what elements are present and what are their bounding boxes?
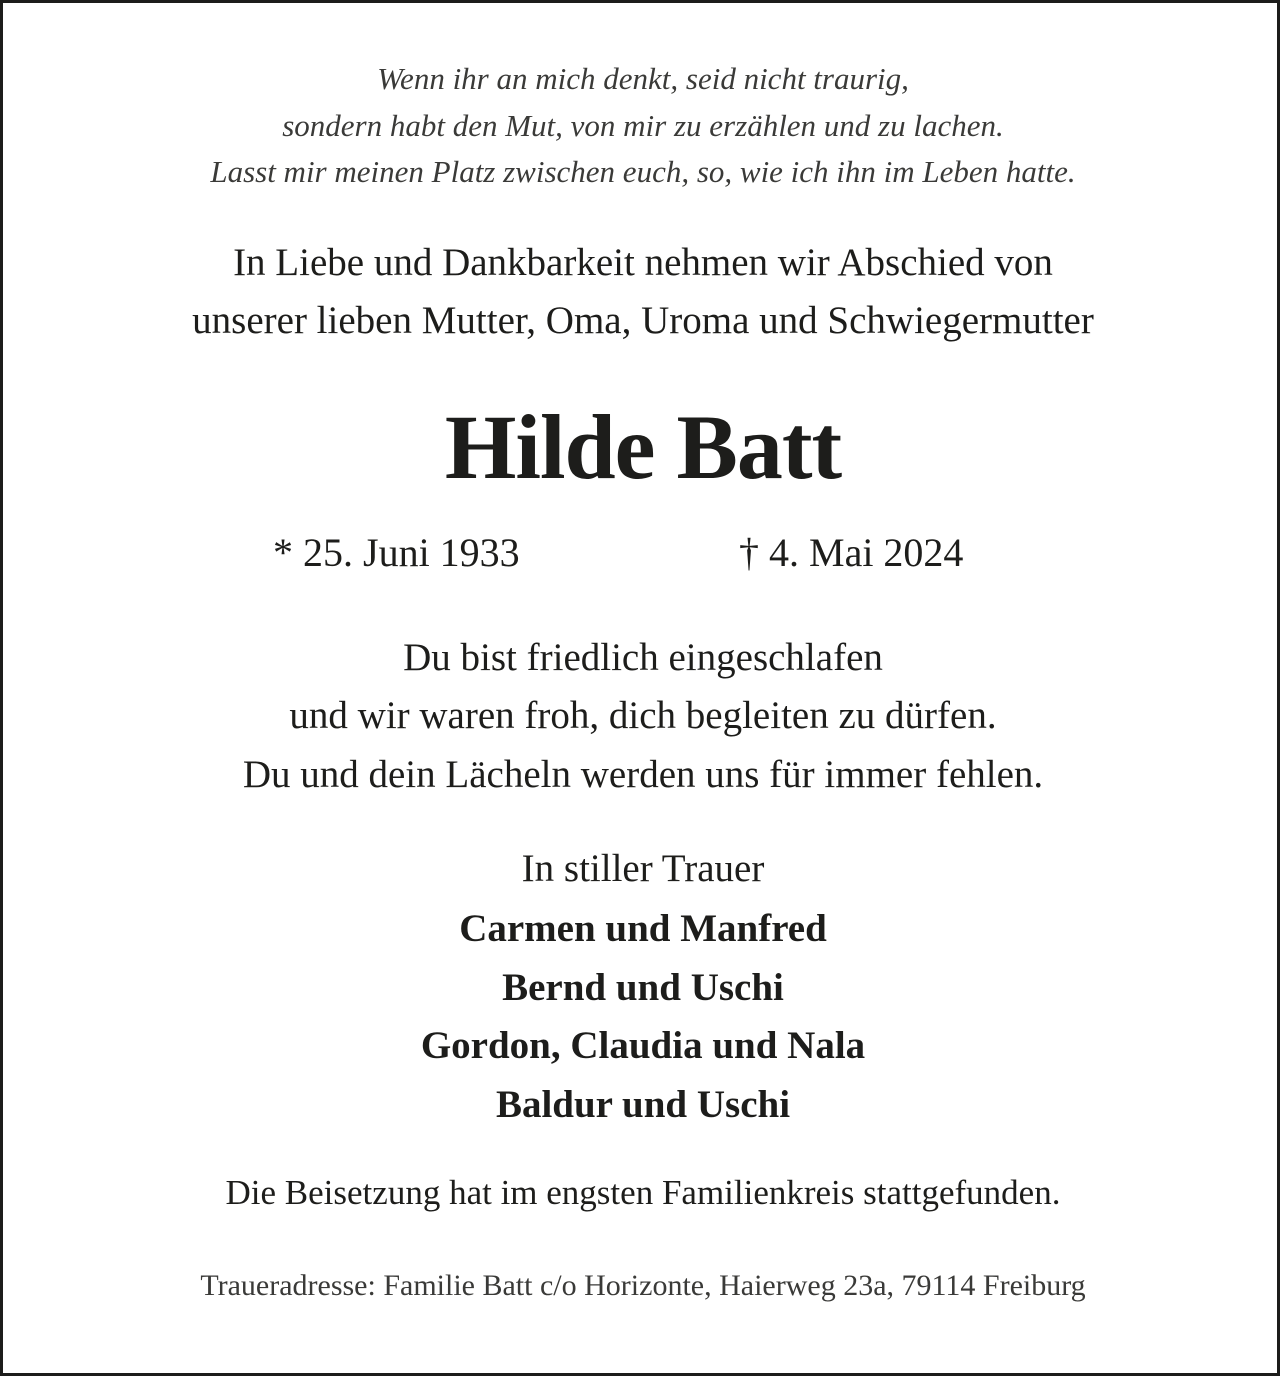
intro-line-1: In Liebe und Dankbarkeit nehmen wir Abschied von — [233, 241, 1053, 284]
poem-line-3: Lasst mir meinen Platz zwischen euch, so, wie ich ihn im Leben hatte. — [210, 154, 1076, 189]
closing-line-1: Du bist friedlich eingeschlafen — [403, 636, 883, 679]
poem-line-2: sondern habt den Mut, von mir zu erzählen und zu lachen. — [282, 108, 1004, 143]
birth-date: * 25. Juni 1933 — [273, 530, 520, 575]
mourner-1: Carmen und Manfred — [459, 907, 827, 950]
poem-line-1: Wenn ihr an mich denkt, seid nicht traurig, — [377, 61, 909, 96]
burial-note: Die Beisetzung hat im engsten Familienkreis stattgefunden. — [225, 1173, 1061, 1212]
mourners-intro: In stiller Trauer — [521, 847, 765, 890]
mourning-address: Traueradresse: Familie Batt c/o Horizonte, Haierweg 23a, 79114 Freiburg — [200, 1269, 1086, 1302]
closing-line-2: und wir waren froh, dich begleiten zu dürfen. — [289, 694, 997, 737]
death-date: † 4. Mai 2024 — [739, 530, 964, 575]
mourner-2: Bernd und Uschi — [502, 966, 784, 1009]
deceased-name: Hilde Batt — [444, 396, 842, 498]
intro-line-2: unserer lieben Mutter, Oma, Uroma und Schwiegermutter — [192, 299, 1094, 342]
closing-line-3: Du und dein Lächeln werden uns für immer fehlen. — [242, 753, 1044, 796]
mourner-3: Gordon, Claudia und Nala — [420, 1024, 866, 1067]
mourner-4: Baldur und Uschi — [495, 1083, 791, 1126]
